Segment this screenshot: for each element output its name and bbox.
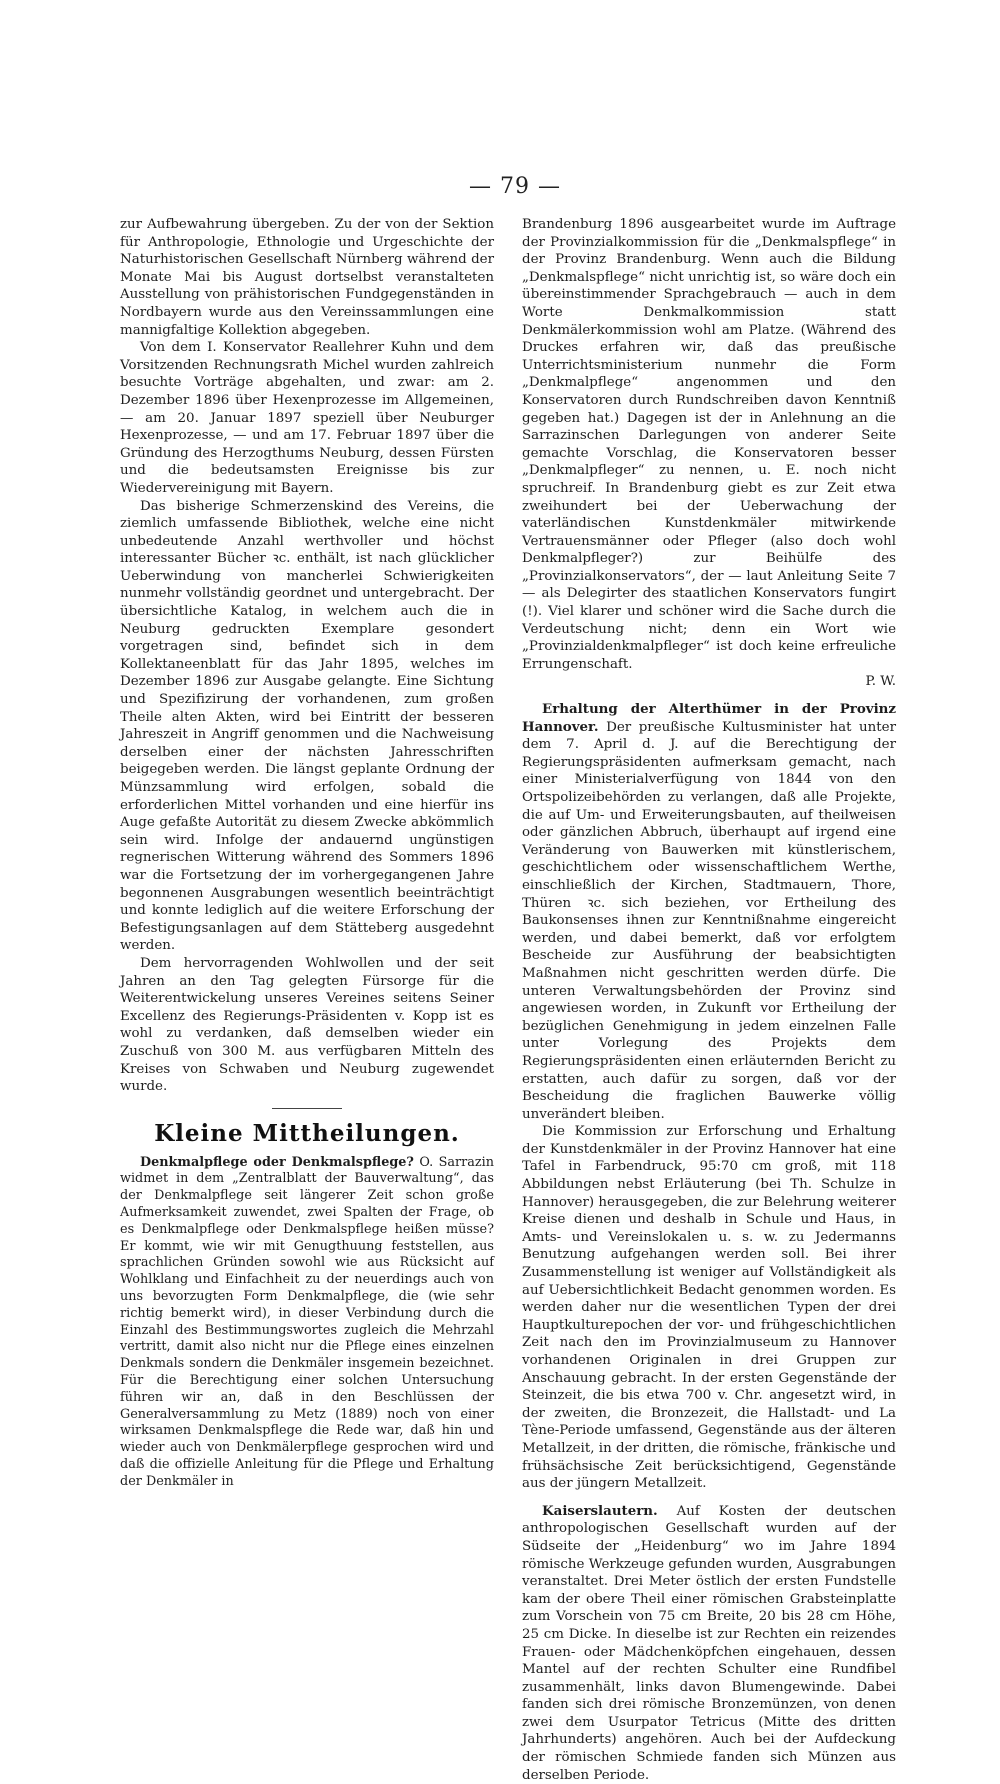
paragraph-kommission: Die Kommission zur Erforschung und Erhaltung der Kunstdenkmäler in der Provinz Hannover hat eine Tafel in Farbendruck, 95:70 cm groß, mit 118 Abbildungen nebst Erläuterung (bei Th. Schulze in Hannover) herausgegeben, die zur Belehrung weiterer Kreise dienen und deshalb in Schule und Haus, in Amts- und Vereinslokalen u. s. w. zu Jedermanns Benutzung aufgehangen werden soll. Bei ihrer Zusammenstellung ist weniger auf Vollständigkeit als auf Uebersichtlichkeit Bedacht genommen worden. Es werden daher nur die wesentlichen Typen der drei Hauptkulturepochen der vor- und frühgeschichtlichen Zeit nach den im Provinzialmuseum zu Hannover vorhandenen Originalen in drei Gruppen zur Anschauung gebracht. In der ersten Gegenstände der Steinzeit, die bis etwa 700 v. Chr. angesetzt wird, in der zweiten, die Bronzezeit, die Hallstadt- und La Tène-Periode umfassend, Gegenstände aus der älteren Metallzeit, in der dritten, die römische, fränkische und frühsächsische Zeit berücksichtigend, Gegenstände aus der jüngern Metallzeit.: [522, 1124, 896, 1492]
paragraph-denkmalpflege: [120, 1155, 494, 1491]
paragraph-library: Das bisherige Schmerzenskind des Vereins, die ziemlich umfassende Bibliothek, welche eine nicht unbedeutende Anzahl werthvoller und höchst interessanter Bücher ꝛc. enthält, ist nach glücklicher Ueberwindung von mancherlei Schwierigkeiten nunmehr vollständig geordnet und untergebracht. Der übersichtliche Katalog, in welchem auch die in Neuburg gedruckten Exemplare gesondert vorgetragen sind, befindet sich in dem Kollektaneenblatt für das Jahr 1895, welches im Dezember 1896 zur Ausgabe gelangte. Eine Sichtung und Spezifizirung der vorhandenen, zum großen Theile alten Akten, wird bei Eintritt der besseren Jahreszeit in Angriff genommen und die Nachweisung derselben einer der nächsten Jahresschriften beigegeben werden. Die längst geplante Ordnung der Münzsammlung wird erfolgen, sobald die erforderlichen Mittel vorhanden und eine hierfür ins Auge gefaßte Autorität zu diesem Zwecke abkömmlich sein wird. Infolge der andauernd ungünstigen regnerischen Witterung während des Sommers 1896 war die Fortsetzung der im vorhergegangenen Jahre begonnenen Ausgrabungen wesentlich beeinträchtigt und konnte lediglich auf die weitere Erforschung der Befestigungsanlagen auf dem Stätteberg ausgedehnt werden.: [120, 498, 494, 954]
paragraph-hannover: [522, 701, 896, 1123]
paragraph-body: O. Sarrazin widmet in dem „Zentralblatt der Bauverwaltung“, das der Denkmalpflege seit längerer Zeit schon große Aufmerksamkeit zuwendet, zwei Spalten der Frage, ob es Denkmalpflege oder Denkmalspflege heißen müsse? Er kommt, wie wir mit Genugthuung feststellen, aus sprachlichen Gründen sowohl wie aus Rücksicht auf Wohlklang und Einfachheit zu der neuerdings auch von uns bevorzugten Form Denkmalpflege, die (wie sehr richtig bemerkt wird), in dieser Verbindung durch die Einzahl des Bestimmungswortes zugleich die Mehrzahl vertritt, damit also nicht nur die Pflege eines einzelnen Denkmals sondern die Denkmäler insgemein bezeichnet. Für die Berechtigung einer solchen Untersuchung führen wir an, daß in den Beschlüssen der Generalversammlung zu Metz (1889) noch von einer wirksamen Denkmalspflege die Rede war, daß hin und wieder auch von Denkmälerpflege gesprochen wird und daß die offizielle Anleitung für die Pflege und Erhaltung der Denkmäler in: [120, 1154, 494, 1489]
paragraph-funding: Dem hervorragenden Wohlwollen und der seit Jahren an den Tag gelegten Fürsorge für die Weiterentwickelung unseres Vereines seitens Seiner Excellenz des Regierungs-Präsidenten v. Kopp ist es wohl zu verdanken, daß demselben wieder ein Zuschuß von 300 M. aus verfügbaren Mitteln des Kreises von Schwaben und Neuburg zugewendet wurde.: [120, 955, 494, 1095]
paragraph-lead: Kaiserslautern.: [542, 1502, 658, 1519]
paragraph-body: Auf Kosten der deutschen anthropologischen Gesellschaft wurden auf der Südseite der „Heidenburg“ wo im Jahre 1894 römische Werkzeuge gefunden wurden, Ausgrabungen veranstaltet. Drei Meter östlich der ersten Fundstelle kam der obere Theil einer römischen Grabsteinplatte zum Vorschein von 75 cm Breite, 20 bis 28 cm Höhe, 25 cm Dicke. In dieselbe ist zur Rechten ein reizendes Frauen- oder Mädchenköpfchen eingehauen, dessen Mantel auf der rechten Schulter eine Rundfibel zusammenhält, links davon Blumengewinde. Dabei fanden sich drei römische Bronzemünzen, von denen zwei dem Usurpator Tetricus (Mitte des dritten Jahrhunderts) angehören. Auch bei der Aufdeckung der römischen Schmiede fanden sich Münzen aus derselben Periode.: [522, 1503, 896, 1783]
paragraph-lectures: Von dem I. Konservator Reallehrer Kuhn und dem Vorsitzenden Rechnungsrath Michel wurden zahlreich besuchte Vorträge abgehalten, und zwar: am 2. Dezember 1896 über Hexenprozesse im Allgemeinen, — am 20. Januar 1897 speziell über Neuburger Hexenprozesse, — und am 17. Februar 1897 über die Gründung des Herzogthums Neuburg, dessen Fürsten und die bedeutsamsten Ereignisse bis zur Wiedervereinigung mit Bayern.: [120, 340, 494, 496]
paragraph-lead: Erhaltung der Alterthümer in der Provinz Hannover.: [522, 701, 896, 735]
paragraph-body: Der preußische Kultusminister hat unter dem 7. April d. J. auf die Berechtigung der Regierungspräsidenten aufmerksam gemacht, nach einer Ministerialverfügung von 1844 von den Ortspolizeibehörden zu verlangen, daß alle Projekte, die auf Um- und Erweiterungsbauten, auf theilweisen oder gänzlichen Abbruch, überhaupt auf irgend eine Veränderung von Bauwerken mit künstlerischem, geschichtlichem oder wissenschaftlichem Werthe, einschließlich der Kirchen, Stadtmauern, Thore, Thüren ꝛc. sich beziehen, vor Ertheilung des Baukonsenses ihnen zur Kenntnißnahme eingereicht werden, und dabei bemerkt, daß vor erfolgtem Bescheide zur Ausführung der beabsichtigten Maßnahmen nicht geschritten werden dürfe. Die unteren Verwaltungsbehörden der Provinz sind angewiesen worden, in Zukunft vor Ertheilung der bezüglichen Genehmigung in jedem einzelnen Falle unter Vorlegung des Projekts dem Regierungspräsidenten einen erläuternden Bericht zu erstatten, auch dafür zu sorgen, daß vor der Bescheidung die fraglichen Bauwerke völlig unverändert bleiben.: [522, 719, 896, 1122]
page-number: — 79 —: [469, 174, 561, 199]
text-columns: [120, 216, 896, 1784]
left-column: [120, 216, 494, 1784]
section-divider: [272, 1108, 342, 1109]
right-column: [522, 216, 896, 1784]
author-signature: P. W.: [865, 674, 896, 690]
paragraph-kaiserslautern: [522, 1503, 896, 1784]
paragraph-lead: Denkmalpflege oder Denkmalspflege?: [140, 1154, 414, 1170]
section-heading: Kleine Mittheilungen.: [154, 1119, 460, 1147]
paragraph-archive: zur Aufbewahrung übergeben. Zu der von der Sektion für Anthropologie, Ethnologie und Urgeschichte der Naturhistorischen Gesellschaft Nürnberg während der Monate Mai bis August dortselbst veranstalteten Ausstellung von prähistorischen Fundgegenständen in Nordbayern wurde aus den Vereinssammlungen eine mannigfaltige Kollektion abgegeben.: [120, 217, 494, 338]
paragraph-brandenburg: Brandenburg 1896 ausgearbeitet wurde im Auftrage der Provinzialkommission für die „Denkmalspflege“ in der Provinz Brandenburg. Wenn auch die Bildung „Denkmalspflege“ nicht unrichtig ist, so wäre doch ein übereinstimmender Sprachgebrauch — auch in dem Worte Denkmalkommission statt Denkmälerkommission wohl am Platze. (Während des Druckes erfahren wir, daß das preußische Unterrichtsministerium nunmehr die Form „Denkmalpflege“ angenommen und den Konservatoren durch Rundschreiben davon Kenntniß gegeben hat.) Dagegen ist der in Anlehnung an die Sarrazinschen Darlegungen von anderer Seite gemachte Vorschlag, die Konservatoren besser „Denkmalpfleger“ zu nennen, u. E. noch nicht spruchreif. In Brandenburg giebt es zur Zeit etwa zweihundert bei der Ueberwachung der vaterländischen Kunstdenkmäler mitwirkende Vertrauensmänner oder Pfleger (also doch wohl Denkmalpfleger?) zur Beihülfe des „Provinzialkonservators“, der — laut Anleitung Seite 7 — als Delegirter des staatlichen Konservators fungirt (!). Viel klarer und schöner wird die Sache durch die Verdeutschung nicht; denn ein Wort wie „Provinzialdenkmalpfleger“ ist doch keine erfreuliche Errungenschaft.: [522, 217, 896, 672]
